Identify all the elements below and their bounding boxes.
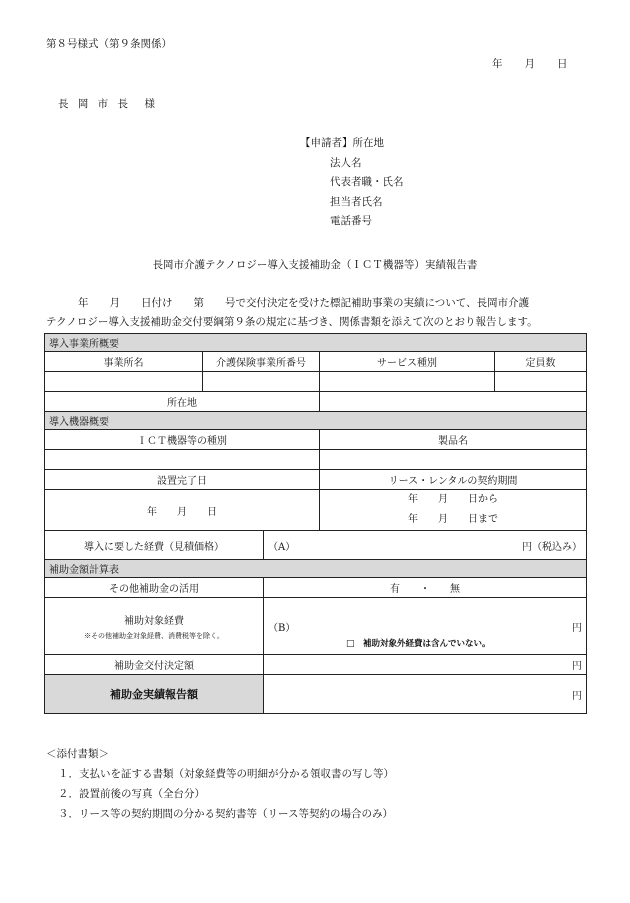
- cost-field[interactable]: [264, 531, 587, 560]
- product-name-input[interactable]: [320, 450, 587, 470]
- eligible-yen: 円: [572, 622, 583, 634]
- applicant-block: [300, 134, 404, 232]
- decision-yen: 円: [572, 661, 583, 672]
- report-amount-label: 補助金実績報告額: [45, 675, 264, 714]
- eligible-cost-label-cell: [45, 598, 264, 655]
- lease-to: 年 月 日まで: [408, 514, 498, 525]
- other-subsidy-label: その他補助金の活用: [45, 578, 264, 598]
- form-number: 第８号様式（第９条関係）: [46, 38, 172, 50]
- attachment-item: ３．リース等の契約期間の分かる契約書等（リース等契約の場合のみ）: [58, 808, 393, 820]
- attachment-item: ２．設置前後の写真（全台分）: [58, 788, 205, 800]
- office-name-input[interactable]: [45, 372, 203, 392]
- document-title: 長岡市介護テクノロジー導入支援補助金（ＩＣＴ機器等）実績報告書: [152, 259, 478, 271]
- statement-line-1: 年 月 日付け 第 号で交付決定を受けた標記補助事業の実績について、長岡市介護: [78, 297, 530, 309]
- report-yen: 円: [572, 690, 583, 702]
- section-office-overview: 導入事業所概要: [45, 334, 587, 352]
- care-number-input[interactable]: [203, 372, 320, 392]
- col-capacity: 定員数: [495, 352, 587, 372]
- date-year-label: 年: [492, 58, 503, 70]
- report-statement: [46, 294, 591, 332]
- applicant-phone-label: 電話番号: [330, 215, 372, 227]
- col-product-name: 製品名: [320, 430, 587, 450]
- office-address-input[interactable]: [320, 392, 587, 412]
- exclusion-check-text: 補助対象外経費は含んでいない。: [363, 639, 491, 649]
- applicant-representative-label: 代表者職・氏名: [330, 176, 404, 188]
- checkbox-icon[interactable]: □: [346, 639, 355, 649]
- report-amount-field[interactable]: [264, 675, 587, 714]
- col-care-number: 介護保険事業所番号: [203, 352, 320, 372]
- ict-type-input[interactable]: [45, 450, 320, 470]
- applicant-corp-name-label: 法人名: [330, 156, 362, 169]
- section-equipment-overview: 導入機器概要: [45, 412, 587, 430]
- decision-amount-label: 補助金交付決定額: [45, 655, 264, 675]
- eligible-cost-note: ※その他補助金対象経費、消費税等を除く。: [84, 631, 224, 640]
- applicant-bracket: 【申請者】: [300, 137, 353, 149]
- applicant-address-label: 所在地: [352, 137, 384, 149]
- attachment-item: １．支払いを証する書類（対象経費等の明細が分かる領収書の写し等）: [58, 768, 394, 780]
- lease-period-label: リース・レンタルの契約期間: [320, 470, 587, 490]
- submission-date: [492, 56, 568, 71]
- col-service-type: サービス種別: [320, 352, 495, 372]
- addressee: 長 岡 市 長 様: [58, 98, 159, 110]
- section-subsidy-calc: 補助金額計算表: [45, 560, 587, 578]
- date-month-label: 月: [524, 58, 535, 70]
- attachments: [46, 744, 394, 824]
- decision-amount-field[interactable]: [264, 655, 587, 675]
- service-type-input[interactable]: [320, 372, 495, 392]
- install-date-label: 設置完了日: [45, 470, 320, 490]
- report-table: [44, 333, 587, 714]
- other-subsidy-choice[interactable]: 有 ・ 無: [264, 578, 587, 598]
- office-address-label: 所在地: [45, 392, 320, 412]
- install-date-field[interactable]: 年 月 日: [45, 490, 320, 531]
- eligible-cost-field[interactable]: [264, 598, 587, 655]
- cost-a-marker: （A）: [268, 541, 296, 553]
- lease-period-field[interactable]: [320, 490, 587, 531]
- attachments-heading: ＜添付書類＞: [46, 748, 109, 760]
- eligible-b-marker: （B）: [268, 622, 296, 634]
- col-ict-type: ＩＣＴ機器等の種別: [45, 430, 320, 450]
- date-day-label: 日: [557, 58, 568, 70]
- col-office-name: 事業所名: [45, 352, 203, 372]
- eligible-cost-label: 補助対象経費: [124, 615, 184, 627]
- exclusion-check[interactable]: [346, 637, 491, 649]
- lease-from: 年 月 日から: [408, 494, 498, 505]
- statement-line-2: テクノロジー導入支援補助金交付要綱第９条の規定に基づき、関係書類を添えて次のとおり報告します。: [46, 316, 538, 328]
- cost-unit: 円（税込み）: [522, 541, 583, 553]
- applicant-contact-label: 担当者氏名: [330, 195, 383, 208]
- cost-label: 導入に要した経費（見積価格）: [45, 531, 264, 560]
- capacity-input[interactable]: [495, 372, 587, 392]
